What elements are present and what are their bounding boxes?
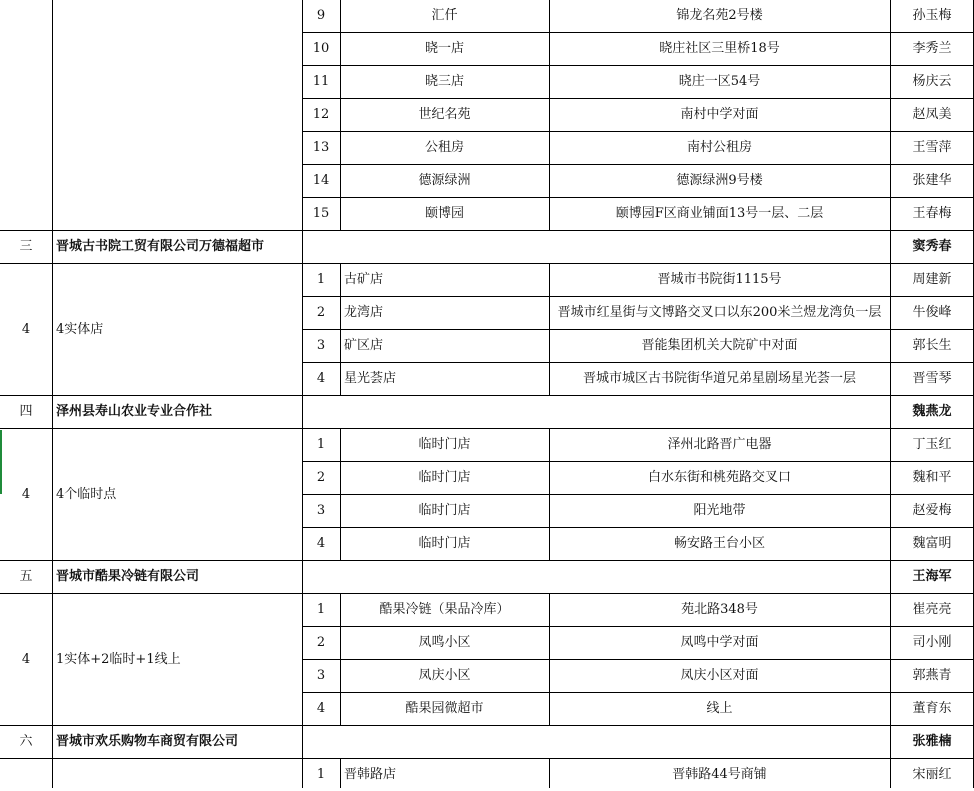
grid-line [302, 692, 974, 693]
contact-cell: 王雪萍 [912, 140, 952, 155]
group-count-cell: 4 [21, 321, 31, 337]
contact-cell: 李秀兰 [912, 41, 952, 56]
grid-line [302, 527, 974, 528]
contact-cell: 郭燕青 [912, 668, 952, 683]
grid-line [302, 98, 974, 99]
store-name-cell: 汇仟 [431, 8, 458, 23]
company-seq-cell: 三 [19, 239, 33, 254]
company-seq-cell: 六 [19, 734, 33, 749]
contact-cell: 宋丽红 [912, 767, 952, 782]
store-no-cell: 2 [316, 635, 326, 650]
grid-line [0, 758, 974, 759]
store-name-cell: 晓三店 [424, 74, 464, 89]
store-name-cell: 龙湾店 [344, 305, 384, 320]
merge-mask [340, 726, 341, 758]
store-no-cell: 4 [316, 701, 326, 716]
row-selection-marker [0, 430, 2, 494]
address-cell: 锦龙名苑2号楼 [676, 8, 763, 23]
grid-line [0, 593, 974, 594]
store-name-cell: 德源绿洲 [418, 173, 471, 188]
contact-cell: 丁玉红 [912, 437, 952, 452]
grid-line [302, 461, 974, 462]
grid-line [302, 131, 974, 132]
store-name-cell: 临时门店 [418, 503, 471, 518]
store-name-cell: 临时门店 [418, 470, 471, 485]
contact-cell: 牛俊峰 [912, 305, 952, 320]
group-count-cell: 4 [21, 651, 31, 667]
merge-mask [549, 726, 550, 758]
company-name-cell: 晋城古书院工贸有限公司万德福超市 [56, 239, 265, 254]
store-no-cell: 10 [312, 41, 330, 56]
group-count-cell: 4 [21, 486, 31, 502]
store-no-cell: 2 [316, 470, 326, 485]
grid-line [340, 0, 341, 788]
contact-cell: 赵凤美 [912, 107, 952, 122]
contact-cell: 孙玉梅 [912, 8, 952, 23]
merge-mask [340, 396, 341, 428]
store-no-cell: 3 [316, 338, 326, 353]
contact-cell: 王春梅 [912, 206, 952, 221]
grid-line [302, 0, 303, 788]
store-no-cell: 15 [312, 206, 330, 221]
address-cell: 晋城市红星街与文博路交叉口以东200米兰煜龙湾负一层 [557, 305, 882, 320]
company-seq-cell: 四 [19, 404, 33, 419]
address-cell: 凤鸣中学对面 [680, 635, 759, 650]
contact-cell: 崔亮亮 [912, 602, 952, 617]
store-name-cell: 凤鸣小区 [418, 635, 471, 650]
contact-cell: 杨庆云 [912, 74, 952, 89]
store-no-cell: 3 [316, 503, 326, 518]
merge-mask [549, 396, 550, 428]
store-name-cell: 世纪名苑 [418, 107, 471, 122]
store-no-cell: 9 [316, 8, 326, 23]
contact-cell: 张建华 [912, 173, 952, 188]
address-cell: 白水东街和桃苑路交叉口 [647, 470, 791, 485]
store-no-cell: 1 [316, 272, 326, 287]
address-cell: 线上 [706, 701, 733, 716]
grid-line [890, 0, 891, 788]
contact-cell: 魏和平 [912, 470, 952, 485]
contact-cell: 魏燕龙 [912, 404, 952, 419]
address-cell: 畅安路王台小区 [673, 536, 765, 551]
contact-cell: 周建新 [912, 272, 952, 287]
grid-line [52, 0, 53, 788]
store-no-cell: 3 [316, 668, 326, 683]
grid-line [302, 197, 974, 198]
address-cell: 晓庄一区54号 [678, 74, 761, 89]
grid-line [302, 362, 974, 363]
merge-mask [549, 231, 550, 263]
contact-cell: 司小刚 [912, 635, 952, 650]
grid-line [0, 560, 974, 561]
address-cell: 晋韩路44号商铺 [672, 767, 767, 782]
company-name-cell: 晋城市酷果冷链有限公司 [56, 569, 200, 584]
contact-cell: 王海军 [912, 569, 952, 584]
grid-line [0, 725, 974, 726]
group-desc-cell: 4个临时点 [56, 486, 117, 502]
store-name-cell: 星光荟店 [344, 371, 397, 386]
store-name-cell: 颐博园 [424, 206, 464, 221]
address-cell: 泽州北路晋广电器 [667, 437, 772, 452]
contact-cell: 魏富明 [912, 536, 952, 551]
store-name-cell: 晋韩路店 [344, 767, 397, 782]
contact-cell: 董育东 [912, 701, 952, 716]
store-name-cell: 公租房 [424, 140, 464, 155]
store-name-cell: 矿区店 [344, 338, 384, 353]
grid-line [302, 296, 974, 297]
merge-mask [549, 561, 550, 593]
address-cell: 苑北路348号 [681, 602, 758, 617]
address-cell: 南村中学对面 [680, 107, 759, 122]
grid-line [302, 32, 974, 33]
grid-line [302, 329, 974, 330]
address-cell: 南村公租房 [686, 140, 752, 155]
store-no-cell: 2 [316, 305, 326, 320]
grid-line [302, 494, 974, 495]
grid-line [549, 0, 550, 788]
contact-cell: 张雅楠 [912, 734, 952, 749]
store-name-cell: 酷果园微超市 [405, 701, 484, 716]
grid-line [0, 428, 974, 429]
group-desc-cell: 1实体+2临时+1线上 [56, 651, 181, 667]
store-name-cell: 酷果冷链（果品冷库） [379, 602, 510, 617]
address-cell: 晋城市书院街1115号 [657, 272, 782, 287]
address-cell: 晋城市城区古书院街华道兄弟星剧场星光荟一层 [582, 371, 856, 386]
store-no-cell: 1 [316, 602, 326, 617]
company-name-cell: 泽州县寿山农业专业合作社 [56, 404, 213, 419]
store-no-cell: 11 [312, 74, 330, 89]
address-cell: 晓庄社区三里桥18号 [659, 41, 780, 56]
group-desc-cell: 4实体店 [56, 321, 104, 337]
store-name-cell: 古矿店 [344, 272, 384, 287]
store-no-cell: 14 [312, 173, 330, 188]
store-name-cell: 临时门店 [418, 437, 471, 452]
store-no-cell: 12 [312, 107, 330, 122]
address-cell: 德源绿洲9号楼 [676, 173, 763, 188]
contact-cell: 郭长生 [912, 338, 952, 353]
address-cell: 凤庆小区对面 [680, 668, 759, 683]
store-no-cell: 1 [316, 767, 326, 782]
company-seq-cell: 五 [19, 569, 33, 584]
address-cell: 晋能集团机关大院矿中对面 [641, 338, 798, 353]
store-no-cell: 13 [312, 140, 330, 155]
address-cell: 阳光地带 [693, 503, 746, 518]
grid-line [302, 65, 974, 66]
grid-line [302, 659, 974, 660]
store-no-cell: 4 [316, 536, 326, 551]
grid-line [302, 626, 974, 627]
company-name-cell: 晋城市欢乐购物车商贸有限公司 [56, 734, 239, 749]
address-cell: 颐博园F区商业铺面13号一层、二层 [615, 206, 824, 221]
merge-mask [340, 561, 341, 593]
grid-line [0, 263, 974, 264]
grid-line [0, 230, 974, 231]
store-name-cell: 临时门店 [418, 536, 471, 551]
store-name-cell: 晓一店 [424, 41, 464, 56]
store-no-cell: 4 [316, 371, 326, 386]
store-name-cell: 凤庆小区 [418, 668, 471, 683]
contact-cell: 窦秀春 [912, 239, 952, 254]
grid-line [302, 164, 974, 165]
merge-mask [340, 231, 341, 263]
contact-cell: 赵爱梅 [912, 503, 952, 518]
grid-line [0, 395, 974, 396]
contact-cell: 晋雪琴 [912, 371, 952, 386]
store-no-cell: 1 [316, 437, 326, 452]
